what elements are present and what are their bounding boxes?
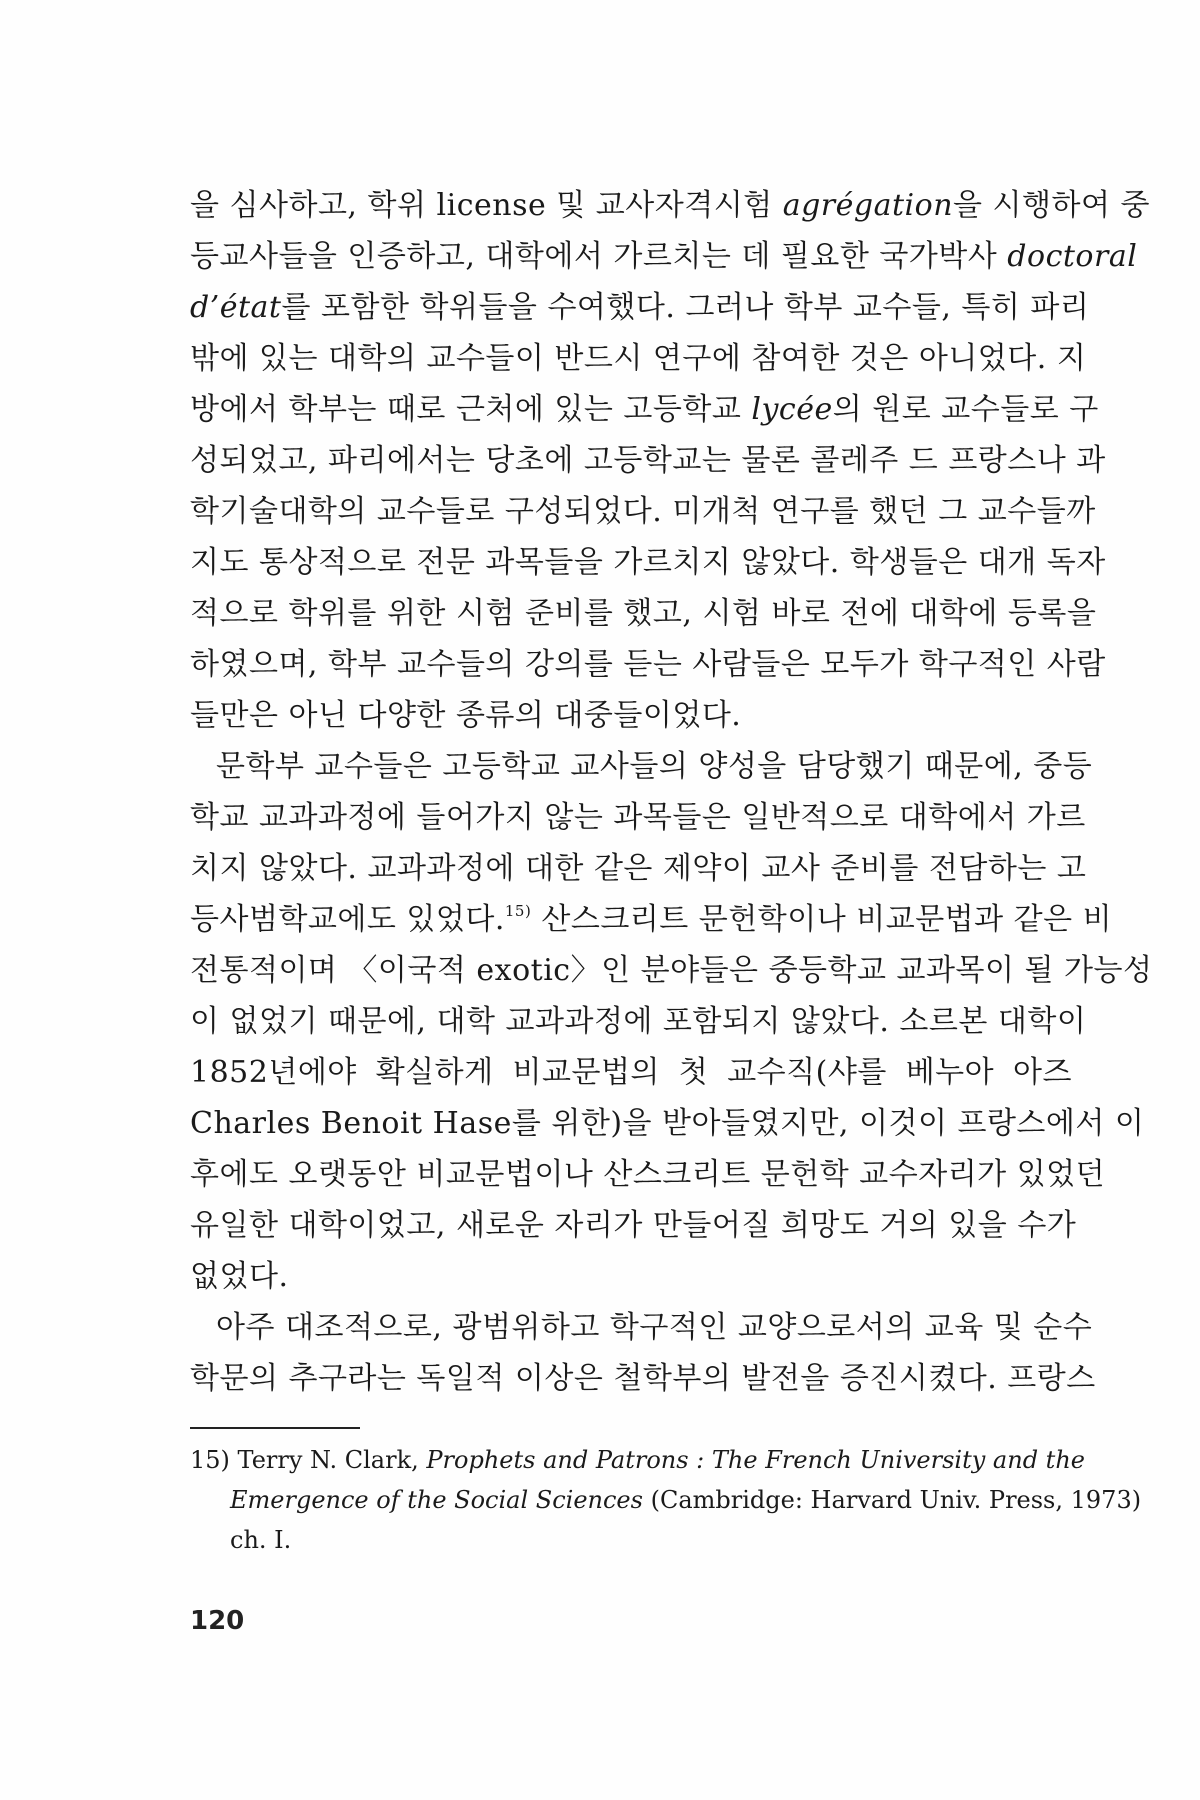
text-line: 학교 교과과정에 들어가지 않는 과목들은 일반적으로 대학에서 가르: [190, 800, 1086, 835]
text-line: 하였으며, 학부 교수들의 강의를 듣는 사람들은 모두가 학구적인 사람: [190, 647, 1106, 682]
paragraph-2: [190, 741, 1153, 1302]
footnote-title-cont: Emergence of the Social Sciences: [230, 1486, 643, 1514]
footnote-title: Prophets and Patrons : The French University and the: [426, 1446, 1085, 1474]
text-line: 밖에 있는 대학의 교수들이 반드시 연구에 참여한 것은 아니었다. 지: [190, 341, 1087, 376]
text-line: 이 없었기 때문에, 대학 교과과정에 포함되지 않았다. 소르본 대학이: [190, 1004, 1087, 1039]
text-line: 치지 않았다. 교과과정에 대한 같은 제약이 교사 준비를 전담하는 고: [190, 851, 1087, 886]
text-line: 유일한 대학이었고, 새로운 자리가 만들어질 희망도 거의 있을 수가: [190, 1208, 1077, 1243]
text-line: 없었다.: [190, 1259, 289, 1294]
text-line: 지도 통상적으로 전문 과목들을 가르치지 않았다. 학생들은 대개 독자: [190, 545, 1106, 580]
page-number: 120: [190, 1606, 245, 1636]
text-line: 을 심사하고, 학위 license 및 교사자격시험 agrégation을 시행하여 중: [190, 188, 1150, 223]
paragraph-1: [190, 180, 1150, 741]
footnote-line: [190, 1480, 1142, 1520]
text-line: 전통적이며 〈이국적 exotic〉인 분야들은 중등학교 교과목이 될 가능성: [190, 953, 1153, 988]
text-line: d’état를 포함한 학위들을 수여했다. 그러나 학부 교수들, 특히 파리: [190, 290, 1090, 325]
text-line: 등사범학교에도 있었다.$^{15)}$ 산스크리트 문헌학이나 비교문법과 같은 비: [190, 902, 1113, 937]
footnote-divider: [190, 1427, 360, 1429]
text-line: 1852년에야 확실하게 비교문법의 첫 교수직(샤를 베누아 아즈: [190, 1055, 1072, 1090]
body-text: [190, 180, 1153, 1404]
text-line: 후에도 오랫동안 비교문법이나 산스크리트 문헌학 교수자리가 있었던: [190, 1157, 1106, 1192]
footnote: [190, 1440, 1142, 1560]
footnote-chapter: ch. I.: [230, 1526, 292, 1554]
footnote-number: 15): [190, 1446, 230, 1474]
text-line: 아주 대조적으로, 광범위하고 학구적인 교양으로서의 교육 및 순수: [216, 1310, 1093, 1345]
text-line: 방에서 학부는 때로 근처에 있는 고등학교 lycée의 원로 교수들로 구: [190, 392, 1099, 427]
text-line: 문학부 교수들은 고등학교 교사들의 양성을 담당했기 때문에, 중등: [216, 749, 1093, 784]
text-line: 학문의 추구라는 독일적 이상은 철학부의 발전을 증진시켰다. 프랑스: [190, 1361, 1096, 1396]
text-line: Charles Benoit Hase를 위한)을 받아들였지만, 이것이 프랑스에서 이: [190, 1106, 1145, 1141]
text-line: 들만은 아닌 다양한 종류의 대중들이었다.: [190, 698, 742, 733]
footnote-reference: 15): [504, 902, 532, 920]
text-line: 성되었고, 파리에서는 당초에 고등학교는 물론 콜레주 드 프랑스나 과: [190, 443, 1106, 478]
footnote-line: [190, 1440, 1085, 1480]
text-line: 학기술대학의 교수들로 구성되었다. 미개척 연구를 했던 그 교수들까: [190, 494, 1096, 529]
paragraph-3: [190, 1302, 1096, 1404]
text-line: 등교사들을 인증하고, 대학에서 가르치는 데 필요한 국가박사 doctoral: [190, 239, 1138, 274]
text-line: 적으로 학위를 위한 시험 준비를 했고, 시험 바로 전에 대학에 등록을: [190, 596, 1097, 631]
footnote-author: Terry N. Clark,: [237, 1446, 419, 1474]
footnote-publisher: (Cambridge: Harvard Univ. Press, 1973): [650, 1486, 1142, 1514]
